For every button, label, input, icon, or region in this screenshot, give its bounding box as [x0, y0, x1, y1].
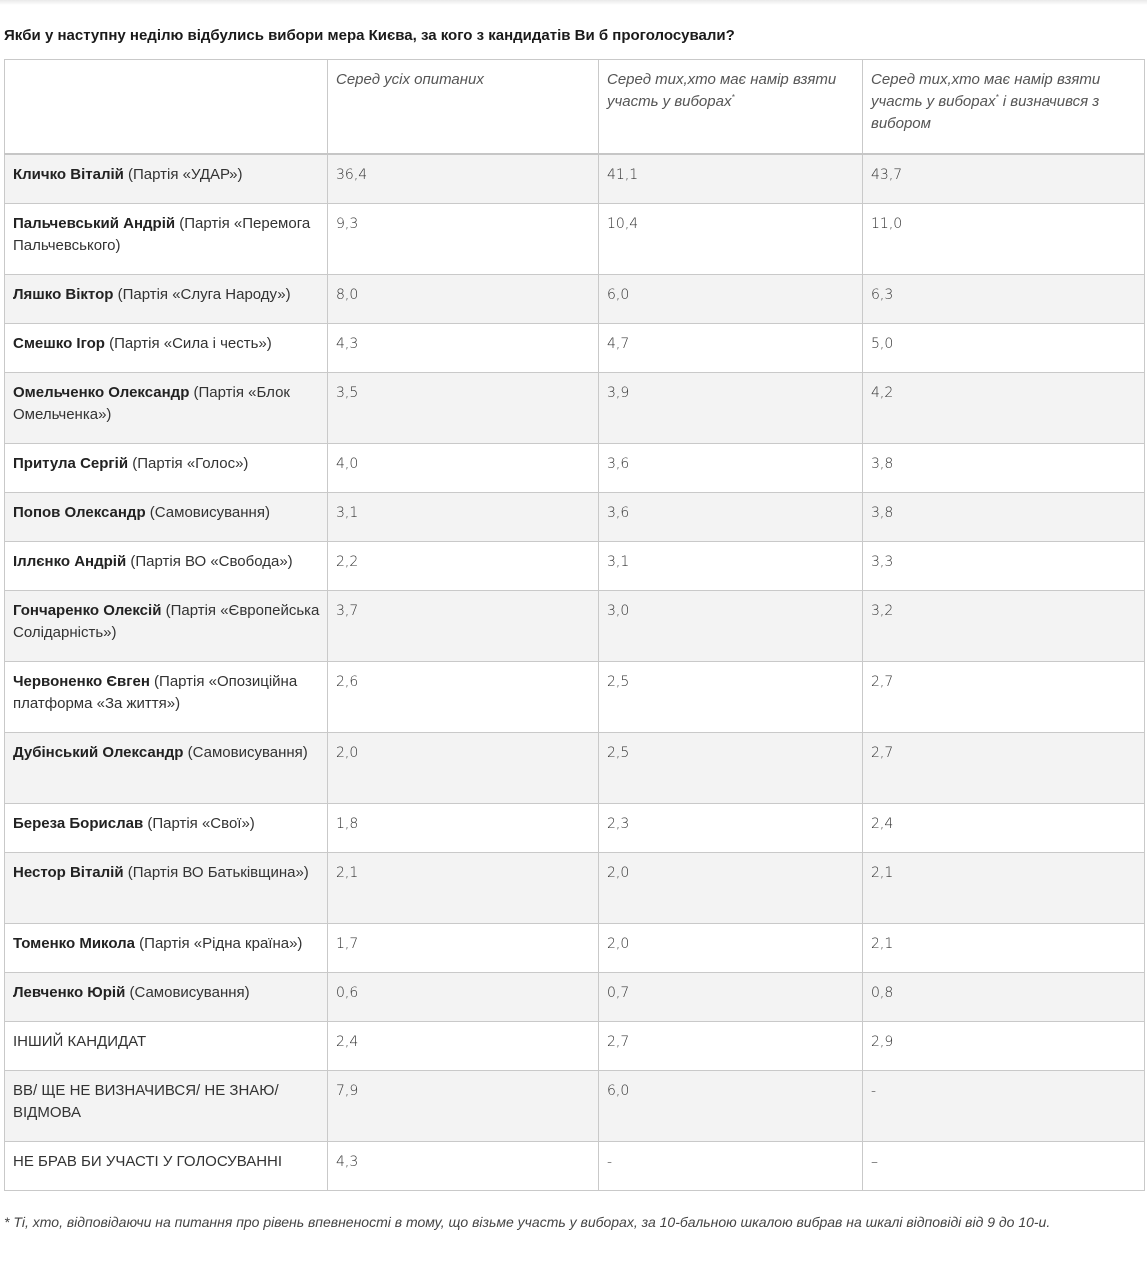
candidate-party: (Самовисування)	[125, 983, 250, 1001]
value-intend-to-vote: 2,7	[599, 1021, 863, 1070]
table-row	[5, 323, 1145, 372]
value-decided: 2,4	[863, 803, 1145, 852]
value-all-respondents: 3,7	[328, 590, 599, 661]
candidate-party: (Самовисування)	[145, 503, 270, 521]
value-intend-to-vote: 3,1	[599, 541, 863, 590]
candidate-party: НЕ БРАВ БИ УЧАСТІ У ГОЛОСУВАННІ	[13, 1152, 283, 1170]
candidate-name: Береза Борислав	[13, 814, 144, 832]
value-decided: 2,1	[863, 923, 1145, 972]
value-all-respondents: 2,4	[328, 1021, 599, 1070]
value-all-respondents: 2,0	[328, 732, 599, 803]
value-intend-to-vote: 0,7	[599, 972, 863, 1021]
header-intend-to-vote	[599, 60, 863, 155]
candidate-name: Іллєнко Андрій	[13, 552, 127, 570]
table-row	[5, 372, 1145, 443]
value-all-respondents: 2,2	[328, 541, 599, 590]
candidate-name: Томенко Микола	[13, 934, 136, 952]
header-decided	[863, 60, 1145, 155]
candidate-cell	[5, 661, 328, 732]
table-row	[5, 923, 1145, 972]
table-row	[5, 154, 1145, 203]
candidate-name: Кличко Віталій	[13, 166, 124, 183]
value-all-respondents: 8,0	[328, 274, 599, 323]
candidate-party: (Партія «Слуга Народу»)	[113, 285, 291, 303]
candidate-party: (Партія «Голос»)	[128, 454, 249, 472]
value-intend-to-vote: 6,0	[599, 274, 863, 323]
value-intend-to-vote: 2,3	[599, 803, 863, 852]
candidate-cell	[5, 154, 328, 203]
value-intend-to-vote: 3,6	[599, 443, 863, 492]
page-title: Якби у наступну неділю відбулись вибори мера Києва, за кого з кандидатів Ви б проголосували?	[4, 27, 735, 44]
candidate-name: Дубінський Олександр	[13, 743, 184, 761]
value-all-respondents: 4,3	[328, 323, 599, 372]
value-all-respondents: 36,4	[328, 154, 599, 203]
candidate-cell	[5, 372, 328, 443]
value-intend-to-vote: 41,1	[599, 154, 863, 203]
value-decided: 3,8	[863, 492, 1145, 541]
value-decided: 3,2	[863, 590, 1145, 661]
candidate-party: (Партія ВО Батьківщина»)	[123, 863, 309, 881]
candidate-cell	[5, 852, 328, 923]
candidate-cell	[5, 923, 328, 972]
value-all-respondents: 4,0	[328, 443, 599, 492]
candidate-cell	[5, 203, 328, 274]
value-intend-to-vote: 2,0	[599, 923, 863, 972]
candidate-cell	[5, 492, 328, 541]
table-row	[5, 661, 1145, 732]
candidate-name: Притула Сергій	[13, 454, 129, 472]
footnote: * Ті, хто, відповідаючи на питання про рівень впевненості в тому, що візьме участь у виборах, за 10-бальною шкалою вибрав на шкалі відповіді від 9 до 10-и.	[4, 1214, 1051, 1230]
value-decided: 3,8	[863, 443, 1145, 492]
candidate-cell	[5, 590, 328, 661]
value-decided: 2,7	[863, 661, 1145, 732]
header-decided-text: Серед тих,хто має намір взяти участь у виборах	[871, 71, 1101, 110]
table-row	[5, 972, 1145, 1021]
candidate-cell	[5, 274, 328, 323]
candidate-party: (Партія «Сила і честь»)	[104, 334, 272, 352]
value-decided: 5,0	[863, 323, 1145, 372]
value-decided: 0,8	[863, 972, 1145, 1021]
value-intend-to-vote: 10,4	[599, 203, 863, 274]
table-row	[5, 203, 1145, 274]
candidate-party: (Партія «Свої»)	[143, 814, 255, 832]
value-decided: 2,9	[863, 1021, 1145, 1070]
value-decided: -	[863, 1070, 1145, 1141]
value-all-respondents: 9,3	[328, 203, 599, 274]
candidate-party: ВВ/ ЩЕ НЕ ВИЗНАЧИВСЯ/ НЕ ЗНАЮ/ ВІДМОВА	[13, 1081, 279, 1121]
table-row	[5, 803, 1145, 852]
value-intend-to-vote: -	[599, 1141, 863, 1190]
table-row	[5, 443, 1145, 492]
table-row	[5, 732, 1145, 803]
value-all-respondents: 7,9	[328, 1070, 599, 1141]
value-intend-to-vote: 3,9	[599, 372, 863, 443]
candidate-cell	[5, 972, 328, 1021]
candidate-cell	[5, 1021, 328, 1070]
candidate-cell	[5, 732, 328, 803]
table-row	[5, 590, 1145, 661]
value-intend-to-vote: 6,0	[599, 1070, 863, 1141]
value-intend-to-vote: 3,0	[599, 590, 863, 661]
value-decided: 11,0	[863, 203, 1145, 274]
candidate-party: (Партія ВО «Свобода»)	[126, 552, 293, 570]
poll-results-table	[4, 59, 1145, 1191]
top-divider	[0, 0, 1147, 5]
value-decided: 4,2	[863, 372, 1145, 443]
header-decided-suffix: і визначився з вибором	[871, 93, 1100, 132]
value-decided: –	[863, 1141, 1145, 1190]
value-decided: 2,7	[863, 732, 1145, 803]
candidate-name: Попов Олександр	[13, 503, 146, 521]
table-row	[5, 1021, 1145, 1070]
table-row	[5, 1141, 1145, 1190]
header-all-respondents: Серед усіх опитаних	[328, 60, 599, 155]
value-all-respondents: 2,6	[328, 661, 599, 732]
candidate-name: Гончаренко Олексій	[13, 601, 162, 619]
table-header-row	[5, 60, 1145, 155]
table-row	[5, 852, 1145, 923]
header-intend-to-vote-text: Серед тих,хто має намір взяти участь у виборах	[607, 71, 837, 110]
value-decided: 6,3	[863, 274, 1145, 323]
candidate-name: Пальчевський Андрій	[13, 214, 176, 232]
candidate-party: (Самовисування)	[183, 743, 308, 761]
value-all-respondents: 3,5	[328, 372, 599, 443]
candidate-cell	[5, 541, 328, 590]
candidate-party: (Партія «Рідна країна»)	[135, 934, 303, 952]
value-decided: 3,3	[863, 541, 1145, 590]
value-decided: 43,7	[863, 154, 1145, 203]
candidate-party: (Партія «Опозиційна платформа «За життя»)	[13, 672, 298, 712]
footnote-marker: *	[731, 93, 735, 102]
candidate-cell	[5, 803, 328, 852]
table-row	[5, 492, 1145, 541]
candidate-cell	[5, 1070, 328, 1141]
table-row	[5, 274, 1145, 323]
candidate-name: Ляшко Віктор	[13, 285, 114, 303]
value-all-respondents: 3,1	[328, 492, 599, 541]
header-candidate	[5, 60, 328, 155]
candidate-party: (Партія «Блок Омельченка»)	[13, 383, 290, 423]
value-all-respondents: 1,7	[328, 923, 599, 972]
candidate-name: Омельченко Олександр	[13, 383, 190, 401]
candidate-cell	[5, 443, 328, 492]
value-intend-to-vote: 3,6	[599, 492, 863, 541]
value-decided: 2,1	[863, 852, 1145, 923]
candidate-name: Червоненко Євген	[13, 672, 150, 690]
table-row	[5, 1070, 1145, 1141]
candidate-party: ІНШИЙ КАНДИДАТ	[13, 1032, 147, 1050]
candidate-name: Смешко Ігор	[13, 334, 105, 352]
candidate-name: Левченко Юрій	[13, 983, 126, 1001]
candidate-cell	[5, 323, 328, 372]
candidate-party: (Партія «Перемога Пальчевського)	[13, 214, 311, 254]
candidate-name: Нестор Віталій	[13, 863, 124, 881]
value-all-respondents: 4,3	[328, 1141, 599, 1190]
table-row	[5, 541, 1145, 590]
value-intend-to-vote: 2,0	[599, 852, 863, 923]
candidate-cell	[5, 1141, 328, 1190]
footnote-marker: *	[995, 93, 999, 102]
value-all-respondents: 0,6	[328, 972, 599, 1021]
value-all-respondents: 1,8	[328, 803, 599, 852]
value-intend-to-vote: 2,5	[599, 732, 863, 803]
value-intend-to-vote: 4,7	[599, 323, 863, 372]
candidate-party: (Партія «Європейська Солідарність»)	[13, 601, 320, 641]
value-all-respondents: 2,1	[328, 852, 599, 923]
value-intend-to-vote: 2,5	[599, 661, 863, 732]
candidate-party: (Партія «УДАР»)	[123, 166, 243, 183]
